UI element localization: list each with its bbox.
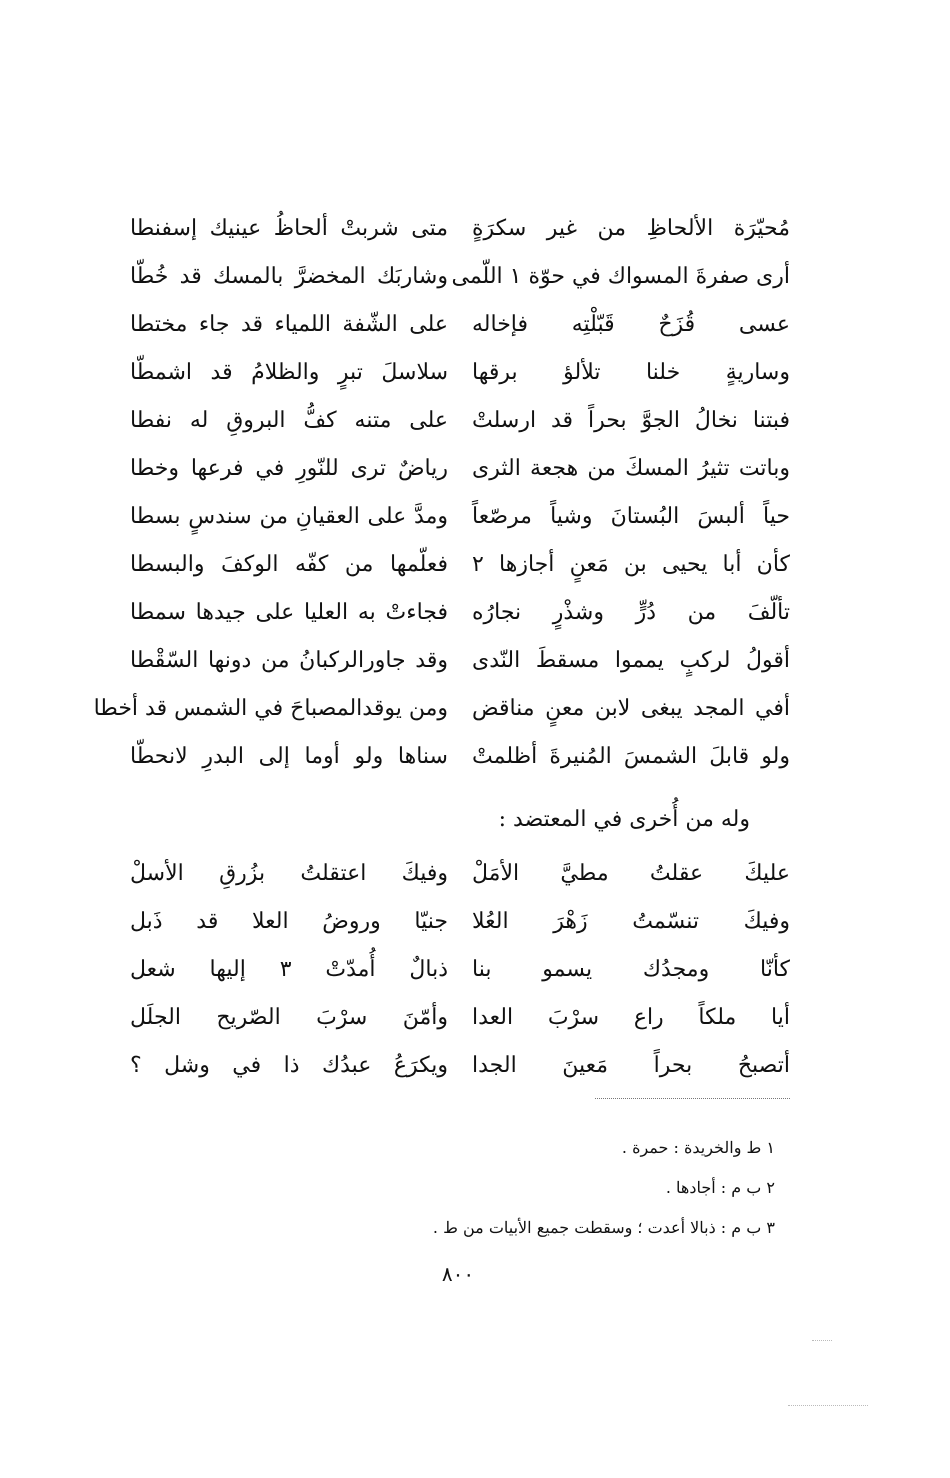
hemistich-left: وأمّنَ سرْبَ الصّريح الجلَل <box>130 1005 448 1030</box>
hemistich-left: وشاربَك المخضرَّ بالمسك قد خُطّا <box>130 264 448 289</box>
footnote: ٣ ب م : ذبالا أعدت ؛ وسقطت جميع الأبيات من ط . <box>432 1218 775 1237</box>
poem-first <box>93 205 790 781</box>
scan-mark <box>812 1340 832 1341</box>
hemistich-left: سناها ولو أوما إلى البدرِ لانحطّا <box>130 744 448 769</box>
hemistich-right: تألّفَ من دُرٍّ وشذْرٍ نجارُه <box>472 600 790 625</box>
hemistich-left: متى شربتْ ألحاظُ عينيك إسفنطا <box>130 216 448 241</box>
hemistich-right: كأنّا ومجدُك يسمو بنا <box>472 957 790 982</box>
hemistich-right: وباتت تثيرُ المسكَ من هجعة الثرى <box>472 456 790 481</box>
verse-line <box>130 898 790 946</box>
verse-line <box>130 637 790 685</box>
hemistich-right: حياً ألبسَ البُستانَ وشياً مرصّعاً <box>472 504 790 529</box>
verse-line <box>130 445 790 493</box>
page-number: ٨٠٠ <box>441 1262 475 1286</box>
hemistich-left: فعلّمها من كفّه الوكفَ والبسطا <box>130 552 448 577</box>
verse-line <box>130 301 790 349</box>
hemistich-left: جنيّا وروضُ العلا قد ذَبل <box>130 909 448 934</box>
hemistich-left: وقد جاورالركبانُ من دونها السّقْطا <box>130 648 448 673</box>
poem-second <box>130 850 790 1090</box>
verse-line <box>130 589 790 637</box>
poem-intro: وله من أُخرى في المعتضد : <box>498 807 750 832</box>
hemistich-left: وفيكَ اعتقلتُ بزُرقِ الأسلْ <box>130 861 448 886</box>
verse-line <box>130 733 790 781</box>
hemistich-right: أقولُ لركبٍ يمموا مسقطَ النّدى <box>472 648 790 673</box>
footnotes <box>433 1128 775 1248</box>
verse-line <box>93 685 790 733</box>
verse-line <box>130 850 790 898</box>
hemistich-right: أفي المجد يبغى لابن معنٍ مناقض <box>472 696 790 721</box>
hemistich-right: فبتنا نخالُ الجوَّ بحراً قد ارسلتْ <box>472 408 790 433</box>
hemistich-left: ومن يوقدالمصباحَ في الشمس قد أخطا <box>93 696 448 721</box>
footnote: ٢ ب م : أجادها . <box>665 1178 775 1197</box>
hemistich-left: على الشّفة اللمياء قد جاء مختطا <box>130 312 448 337</box>
hemistich-left: رياضٌ ترى للنّورِ في فرعها وخطا <box>130 456 448 481</box>
hemistich-right: مُحيّرَة الألحاظِ من غير سكرَةٍ <box>472 216 790 241</box>
verse-line <box>130 1042 790 1090</box>
hemistich-right: عليكَ عقلتُ مطيَّ الأمَلْ <box>472 861 790 886</box>
hemistich-left: ذبالٌ أُمدّتْ ٣ إليها شعل <box>130 957 448 982</box>
verse-line <box>130 349 790 397</box>
hemistich-right: ولو قابلَ الشمسَ المُنيرةَ أظلمتْ <box>472 744 790 769</box>
verse-line <box>130 493 790 541</box>
hemistich-left: على متنه كفُّ البروقِ له نفطا <box>130 408 448 433</box>
verse-line <box>130 541 790 589</box>
hemistich-right: كأن أبا يحيى بن مَعنٍ أجازها ٢ <box>472 552 790 577</box>
hemistich-left: ويكرَعُ عبدُك ذا في وشل ؟ <box>130 1053 448 1078</box>
verse-line <box>130 397 790 445</box>
hemistich-right: عسى قُزَحٌ قَبّلْتِه فإخاله <box>472 312 790 337</box>
verse-line <box>130 946 790 994</box>
hemistich-right: وساريةٍ خلنا تلألؤ برقها <box>472 360 790 385</box>
hemistich-right: وفيكَ تنسّمتُ زَهْرَ العُلا <box>472 909 790 934</box>
hemistich-right: أيا ملكاً راع سرْبَ العدا <box>472 1005 790 1030</box>
hemistich-right: أتصبحُ بحراً مَعينَ الجدا <box>472 1053 790 1078</box>
hemistich-left: ومدَّ على العقيانِ من سندسٍ بسطا <box>130 504 448 529</box>
hemistich-left: فجاءتْ به العليا على جيدها سمطا <box>130 600 448 625</box>
verse-line <box>130 205 790 253</box>
hemistich-right: أرى صفرةَ المسواك في حوّة ١ اللّمى <box>451 264 790 289</box>
footnote-divider <box>595 1098 790 1099</box>
verse-line <box>130 253 790 301</box>
hemistich-left: سلاسلَ تبرٍ والظلامُ قد اشمطّا <box>130 360 448 385</box>
verse-line <box>130 994 790 1042</box>
footnote: ١ ط والخريدة : حمرة . <box>621 1138 775 1157</box>
scan-mark <box>788 1405 868 1406</box>
